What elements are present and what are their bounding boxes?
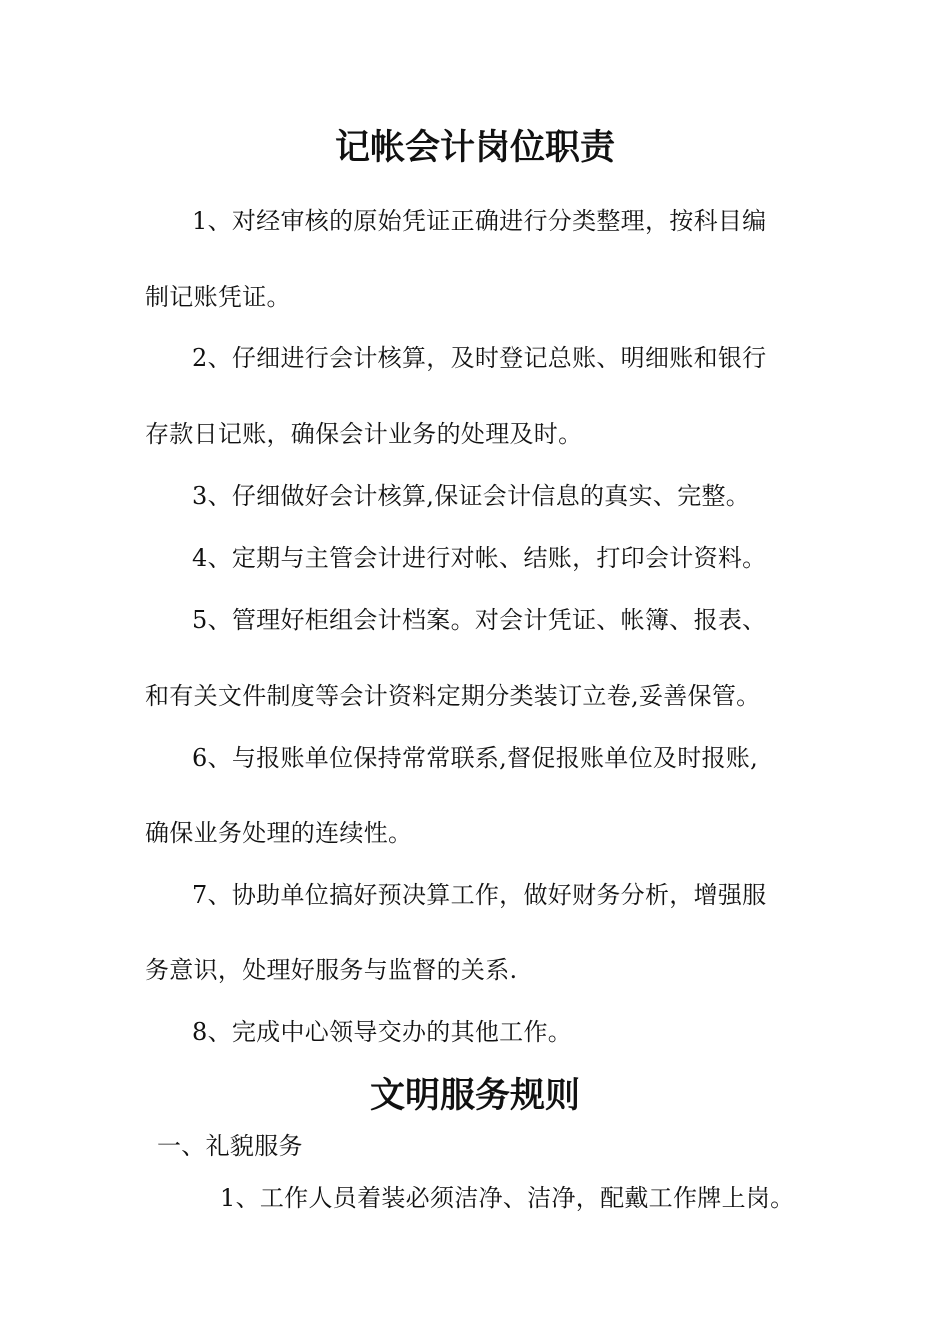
item-7-line-2: 务意识，处理好服务与监督的关系. xyxy=(145,956,518,984)
heading-service-rules: 文明服务规则 xyxy=(369,1076,580,1116)
item-3-line-1: 3、仔细做好会计核算,保证会计信息的真实、完整。 xyxy=(192,482,751,510)
item-6-line-2: 确保业务处理的连续性。 xyxy=(145,819,413,847)
item-5-line-1: 5、管理好柜组会计档案。对会计凭证、帐簿、报表、 xyxy=(192,606,767,634)
item-4-line-1: 4、定期与主管会计进行对帐、结账，打印会计资料。 xyxy=(192,544,767,572)
item-6-line-1: 6、与报账单位保持常常联系,督促报账单位及时报账, xyxy=(192,744,759,772)
item-1-line-1: 1、对经审核的原始凭证正确进行分类整理，按科目编 xyxy=(192,207,767,235)
section-heading-courtesy: 一、礼貌服务 xyxy=(157,1132,303,1160)
item-7-line-1: 7、协助单位搞好预决算工作，做好财务分析，增强服 xyxy=(192,881,767,909)
item-8-line-1: 8、完成中心领导交办的其他工作。 xyxy=(192,1018,573,1046)
section-item-1: 1、工作人员着装必须洁净、洁净，配戴工作牌上岗。 xyxy=(220,1184,795,1212)
item-2-line-1: 2、仔细进行会计核算，及时登记总账、明细账和银行 xyxy=(192,344,767,372)
heading-accounting-duties: 记帐会计岗位职责 xyxy=(334,128,615,168)
item-2-line-2: 存款日记账，确保会计业务的处理及时。 xyxy=(145,420,583,448)
item-5-line-2: 和有关文件制度等会计资料定期分类装订立卷,妥善保管。 xyxy=(145,682,761,710)
item-1-line-2: 制记账凭证。 xyxy=(145,283,291,311)
